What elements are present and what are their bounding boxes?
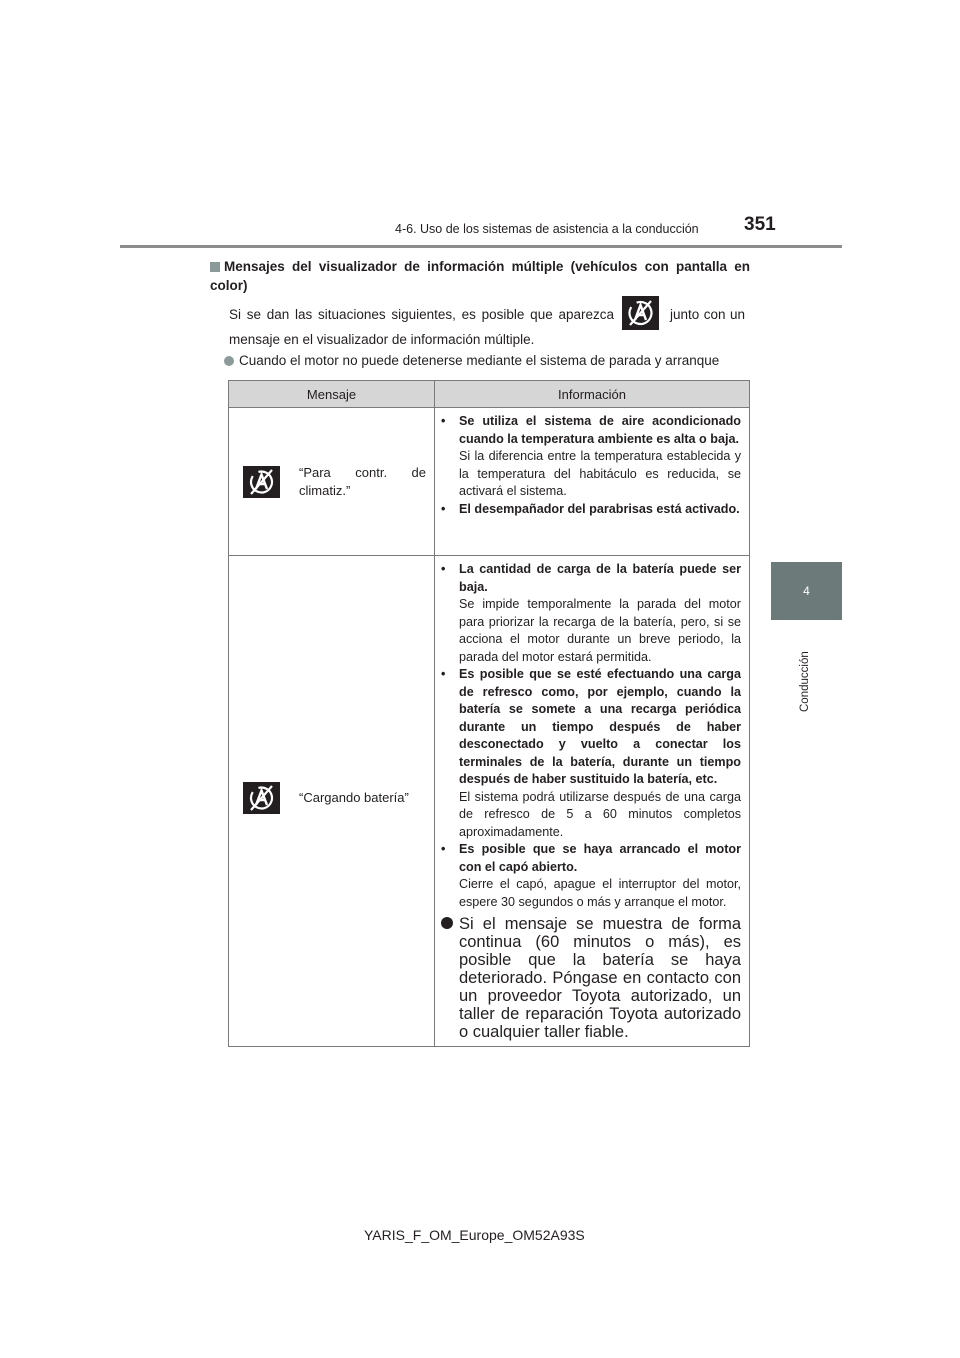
document-code: YARIS_F_OM_Europe_OM52A93S	[364, 1227, 585, 1243]
info-item: • Es posible que se haya arrancado el motor con el capó abierto. Cierre el capó, apague el interruptor del motor, espere 30 segundos o más y arranque el motor.	[441, 841, 741, 911]
chapter-label: Conducción	[799, 651, 811, 712]
intro-paragraph	[229, 305, 745, 325]
header-divider	[120, 245, 842, 248]
information-cell	[435, 556, 750, 1047]
information-cell	[435, 408, 750, 556]
intro-line-2: mensaje en el visualizador de información múltiple.	[229, 332, 535, 347]
info-item-detail: Cierre el capó, apague el interruptor del motor, espere 30 segundos o más y arranque el motor.	[459, 877, 741, 909]
info-item-title: Es posible que se haya arrancado el motor con el capó abierto.	[459, 842, 741, 874]
section-title: 4-6. Uso de los sistemas de asistencia a la conducción	[395, 222, 699, 236]
sub-heading	[224, 351, 719, 371]
stop-start-off-icon	[243, 466, 280, 498]
chapter-tab-number	[771, 562, 842, 620]
info-item-title: Es posible que se esté efectuando una carga de refresco como, por ejemplo, cuando la batería se somete a una recarga periódica durante un tiempo después de haber desconectado y vuelto a conectar los terminales de la batería, durante un tiempo después de haber sustituido la batería, etc.	[459, 667, 741, 786]
info-item: • El desempañador del parabrisas está activado.	[441, 501, 740, 516]
round-bullet-icon	[224, 356, 234, 366]
message-text: “Cargando batería”	[299, 790, 409, 805]
sub-heading-text: Cuando el motor no puede detenerse mediante el sistema de parada y arranque	[239, 353, 720, 368]
info-item: • Se utiliza el sistema de aire acondicionado cuando la temperatura ambiente es alta o baja. Si la diferencia entre la temperatura establecida y la temperatura del habitáculo es reducida, se activará el sistema.	[441, 413, 741, 501]
message-info-table	[228, 380, 750, 1047]
chapter-number: 4	[803, 584, 810, 598]
table-header-row	[229, 381, 750, 408]
battery-note-text: Si el mensaje se muestra de forma continua (60 minutos o más), es posible que la batería se haya deteriorado. Póngase en contacto con un proveedor Toyota autorizado, un taller de reparación Toyota autorizado o cualquier taller fiable.	[459, 915, 741, 1041]
battery-note	[441, 915, 741, 1041]
info-item-title: La cantidad de carga de la batería puede ser baja.	[459, 562, 741, 594]
header-message: Mensaje	[229, 381, 435, 408]
section-heading-text: Mensajes del visualizador de información múltiple (vehículos con pantalla en color)	[210, 259, 750, 293]
square-bullet-icon	[210, 262, 220, 272]
info-item-detail: Si la diferencia entre la temperatura establecida y la temperatura del habitáculo es reducida, se activará el sistema.	[459, 449, 741, 498]
table-row	[229, 556, 750, 1047]
info-item: • La cantidad de carga de la batería puede ser baja. Se impide temporalmente la parada del motor para priorizar la recarga de la batería, pero, si se acciona el motor durante un breve periodo, la parada del motor estará permitida.	[441, 561, 741, 666]
message-cell	[229, 408, 435, 556]
stop-start-off-icon	[243, 782, 280, 814]
page-number: 351	[744, 214, 776, 235]
info-item-title: Se utiliza el sistema de aire acondicionado cuando la temperatura ambiente es alta o baja.	[459, 414, 741, 446]
info-item-title: El desempañador del parabrisas está activado.	[459, 501, 740, 516]
stop-start-off-icon	[622, 296, 659, 330]
info-item-detail: Se impide temporalmente la parada del motor para priorizar la recarga de la batería, pero, si se acciona el motor durante un breve periodo, la parada del motor estará permitida.	[459, 597, 741, 664]
info-item-detail: El sistema podrá utilizarse después de una carga de refresco de 5 a 60 minutos completos aproximadamente.	[459, 789, 741, 839]
chapter-tab-label	[771, 620, 842, 720]
intro-after-icon: junto con un	[670, 307, 745, 322]
section-heading	[210, 257, 750, 295]
note-bullet-icon	[441, 917, 453, 929]
message-text: “Para contr. de climatiz.”	[299, 465, 426, 498]
table-row	[229, 408, 750, 556]
header-information: Información	[435, 381, 750, 408]
message-cell	[229, 556, 435, 1047]
intro-before-icon: Si se dan las situaciones siguientes, es posible que aparezca	[229, 307, 614, 322]
info-item: • Es posible que se esté efectuando una carga de refresco como, por ejemplo, cuando la batería se somete a una recarga periódica durante un tiempo después de haber desconectado y vuelto a conectar los terminales de la batería, durante un tiempo después de haber sustituido la batería, etc. El sistema podrá utilizarse después de una carga de refresco de 5 a 60 minutos completos aproximadamente.	[441, 666, 741, 841]
